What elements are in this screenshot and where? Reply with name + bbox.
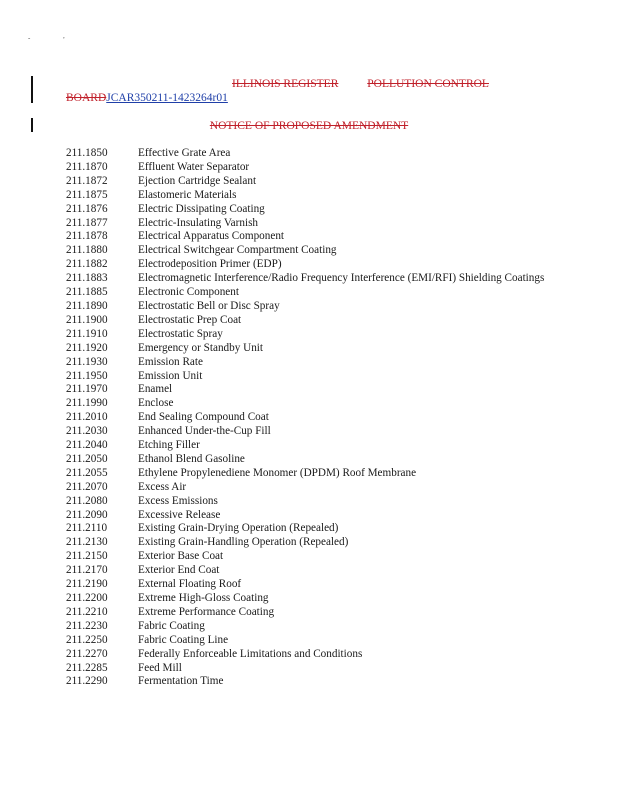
section-number: 211.2050 xyxy=(66,452,108,465)
section-row xyxy=(66,495,546,509)
section-row xyxy=(66,356,546,370)
section-number: 211.1870 xyxy=(66,160,108,173)
section-number: 211.2040 xyxy=(66,439,108,452)
section-title: Federally Enforceable Limitations and Conditions xyxy=(138,647,363,660)
section-row xyxy=(66,564,546,578)
section-title: Effective Grate Area xyxy=(138,147,231,159)
section-number: 211.2290 xyxy=(66,675,108,688)
header-line-2 xyxy=(66,92,228,104)
section-row xyxy=(66,300,546,314)
section-row xyxy=(66,161,546,175)
section-title: Enhanced Under-the-Cup Fill xyxy=(138,425,271,438)
section-number: 211.1875 xyxy=(66,188,108,201)
section-row xyxy=(66,411,546,425)
section-title: Feed Mill xyxy=(138,661,182,674)
scan-mark: , xyxy=(63,32,65,40)
section-row xyxy=(66,286,546,300)
section-title: Emission Rate xyxy=(138,355,203,368)
section-row xyxy=(66,467,546,481)
section-number: 211.2250 xyxy=(66,633,108,646)
section-row xyxy=(66,383,546,397)
section-number: 211.2110 xyxy=(66,522,108,535)
section-number: 211.1920 xyxy=(66,341,108,354)
section-number: 211.2090 xyxy=(66,508,108,521)
section-number: 211.2070 xyxy=(66,480,108,493)
section-title: Electrostatic Spray xyxy=(138,327,223,340)
section-title: Ethanol Blend Gasoline xyxy=(138,452,245,465)
document-id: JCAR350211-1423264r01 xyxy=(106,92,228,104)
section-row xyxy=(66,675,546,689)
section-title: Excess Emissions xyxy=(138,494,218,507)
section-title: Elastomeric Materials xyxy=(138,188,237,201)
section-title: Electrical Switchgear Compartment Coating xyxy=(138,244,337,257)
section-row xyxy=(66,147,546,161)
section-row xyxy=(66,425,546,439)
scan-mark: - xyxy=(28,34,31,42)
section-title: Electric-Insulating Varnish xyxy=(138,216,259,229)
section-number: 211.2030 xyxy=(66,425,108,438)
section-number: 211.1882 xyxy=(66,258,108,271)
section-row xyxy=(66,328,546,342)
section-row xyxy=(66,606,546,620)
section-title: End Sealing Compound Coat xyxy=(138,411,269,424)
section-number: 211.1890 xyxy=(66,299,108,312)
section-row xyxy=(66,397,546,411)
section-title: Ejection Cartridge Sealant xyxy=(138,174,257,187)
section-number: 211.2170 xyxy=(66,564,108,577)
section-title: Electronic Component xyxy=(138,286,239,299)
section-number: 211.2270 xyxy=(66,647,108,660)
board-title-part2: BOARD xyxy=(66,92,107,104)
section-number: 211.1990 xyxy=(66,397,108,410)
section-number: 211.1885 xyxy=(66,286,108,299)
section-number: 211.1878 xyxy=(66,230,108,243)
section-title: External Floating Roof xyxy=(138,578,242,591)
section-row xyxy=(66,175,546,189)
section-row xyxy=(66,230,546,244)
section-row xyxy=(66,189,546,203)
section-row xyxy=(66,244,546,258)
section-number: 211.1850 xyxy=(66,147,108,159)
section-number: 211.2080 xyxy=(66,494,108,507)
section-number: 211.2285 xyxy=(66,661,108,674)
section-title: Etching Filler xyxy=(138,439,200,452)
section-row xyxy=(66,481,546,495)
section-title: Emergency or Standby Unit xyxy=(138,341,264,354)
section-title: Exterior Base Coat xyxy=(138,550,224,563)
section-row xyxy=(66,536,546,550)
section-row xyxy=(66,217,546,231)
section-number: 211.2200 xyxy=(66,592,108,604)
section-number: 211.2130 xyxy=(66,536,108,549)
section-number: 211.1877 xyxy=(66,216,108,229)
section-row xyxy=(66,314,546,328)
section-title: Electrodeposition Primer (EDP) xyxy=(138,258,282,271)
section-row xyxy=(66,272,546,286)
section-number: 211.2150 xyxy=(66,550,108,563)
section-number: 211.1880 xyxy=(66,244,108,257)
section-row xyxy=(66,342,546,356)
change-bar xyxy=(31,76,33,103)
section-number: 211.2055 xyxy=(66,466,108,479)
notice-heading xyxy=(0,120,618,132)
section-number: 211.1872 xyxy=(66,174,108,187)
section-number: 211.1950 xyxy=(66,369,108,382)
section-row xyxy=(66,509,546,523)
section-title: Enclose xyxy=(138,397,174,410)
section-title: Existing Grain-Drying Operation (Repealed) xyxy=(138,522,339,535)
section-row xyxy=(66,258,546,272)
section-title: Extreme High-Gloss Coating xyxy=(138,592,269,604)
section-title: Enamel xyxy=(138,383,173,396)
section-number: 211.1910 xyxy=(66,327,108,340)
section-row xyxy=(66,648,546,662)
section-title: Extreme Performance Coating xyxy=(138,605,275,618)
section-title: Excess Air xyxy=(138,480,187,493)
section-title: Fermentation Time xyxy=(138,675,224,688)
section-title: Fabric Coating Line xyxy=(138,633,229,646)
section-row xyxy=(66,203,546,217)
section-row xyxy=(66,550,546,564)
section-title: Existing Grain-Handling Operation (Repealed) xyxy=(138,536,349,549)
header-line-1 xyxy=(232,78,489,90)
section-row xyxy=(66,439,546,453)
section-row xyxy=(66,634,546,648)
section-list xyxy=(66,147,546,689)
section-row xyxy=(66,453,546,467)
section-row xyxy=(66,592,546,606)
section-title: Ethylene Propylenediene Monomer (DPDM) Roof Membrane xyxy=(138,466,417,479)
board-title-part1: POLLUTION CONTROL xyxy=(367,78,489,90)
section-row xyxy=(66,620,546,634)
section-title: Effluent Water Separator xyxy=(138,160,250,173)
section-title: Fabric Coating xyxy=(138,619,205,632)
register-title: ILLINOIS REGISTER xyxy=(232,78,339,90)
section-number: 211.2210 xyxy=(66,605,108,618)
section-number: 211.1970 xyxy=(66,383,108,396)
section-number: 211.1876 xyxy=(66,202,108,215)
section-number: 211.2010 xyxy=(66,411,108,424)
section-number: 211.1900 xyxy=(66,313,108,326)
section-number: 211.2230 xyxy=(66,619,108,632)
section-title: Electrical Apparatus Component xyxy=(138,230,285,243)
section-title: Emission Unit xyxy=(138,369,203,382)
section-number: 211.2190 xyxy=(66,578,108,591)
section-title: Excessive Release xyxy=(138,508,221,521)
section-number: 211.1930 xyxy=(66,355,108,368)
section-title: Electromagnetic Interference/Radio Frequency Interference (EMI/RFI) Shielding Coatings xyxy=(138,272,545,285)
section-number: 211.1883 xyxy=(66,272,108,285)
notice-title: NOTICE OF PROPOSED AMENDMENT xyxy=(209,120,409,132)
section-row xyxy=(66,662,546,676)
section-row xyxy=(66,578,546,592)
section-title: Electric Dissipating Coating xyxy=(138,202,265,215)
section-title: Exterior End Coat xyxy=(138,564,220,577)
section-title: Electrostatic Bell or Disc Spray xyxy=(138,299,280,312)
section-row xyxy=(66,522,546,536)
section-title: Electrostatic Prep Coat xyxy=(138,313,242,326)
section-row xyxy=(66,370,546,384)
